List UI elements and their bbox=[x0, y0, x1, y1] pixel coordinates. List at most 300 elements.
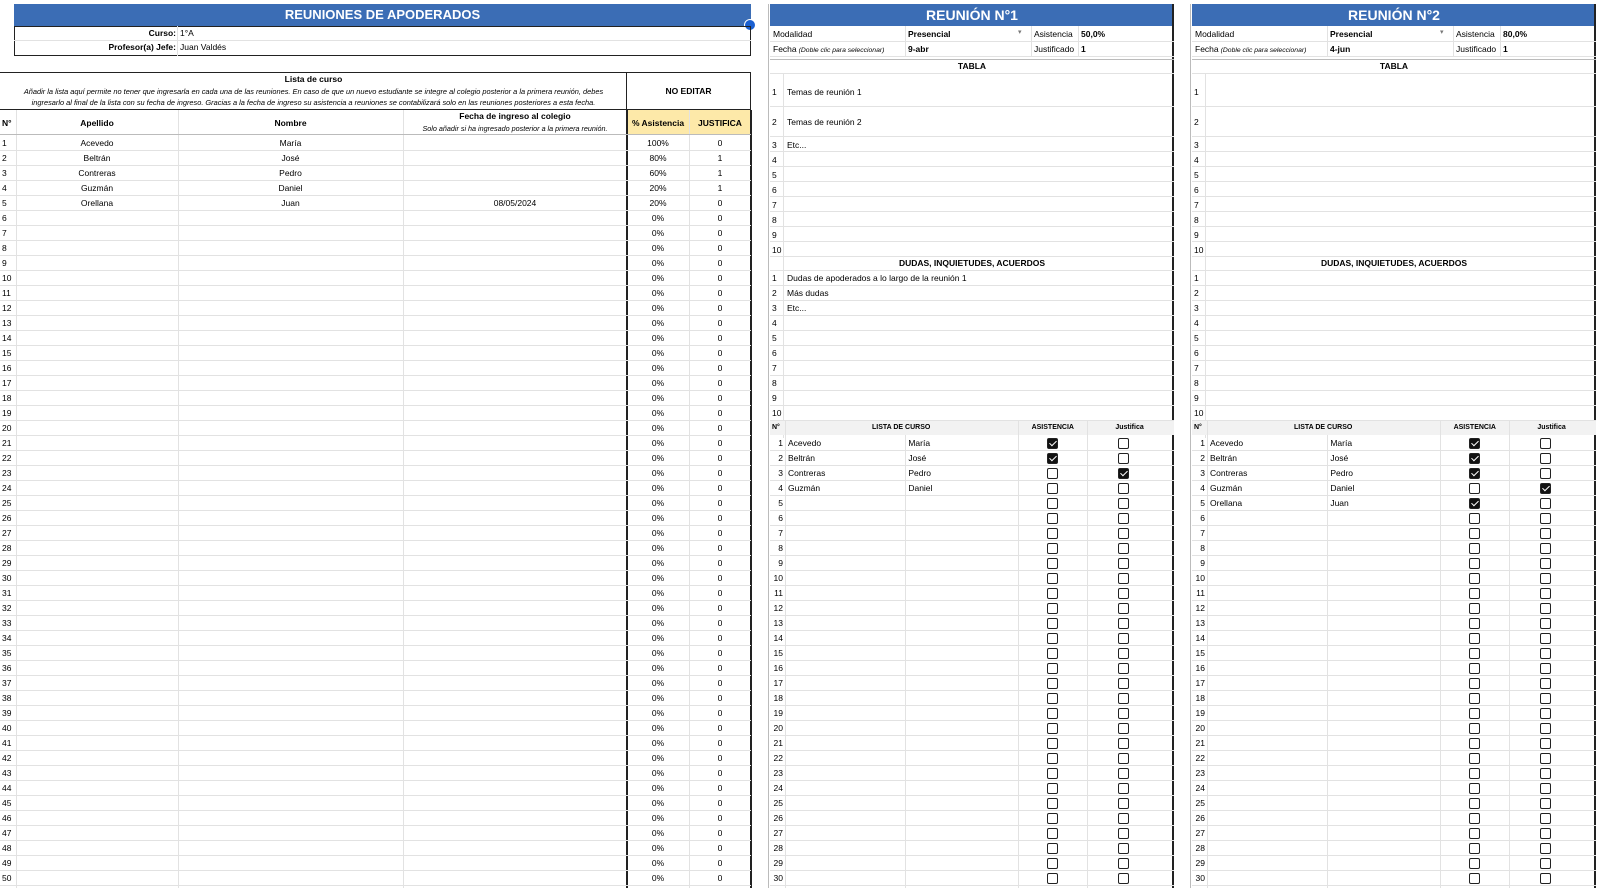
student-justifica: 0 bbox=[717, 273, 723, 283]
lista-row-line bbox=[770, 540, 1174, 541]
justifica-checkbox[interactable] bbox=[1118, 543, 1129, 554]
grid-col-line bbox=[403, 110, 404, 888]
justifica-checkbox[interactable] bbox=[1540, 648, 1551, 659]
justifica-checkbox[interactable] bbox=[1540, 573, 1551, 584]
attendance-number: 11 bbox=[774, 588, 783, 598]
justifica-checkbox[interactable] bbox=[1118, 723, 1129, 734]
dudas-item[interactable]: Etc... bbox=[787, 303, 807, 313]
row-number: 38 bbox=[2, 693, 12, 703]
student-justifica: 0 bbox=[717, 348, 723, 358]
lista-row-line bbox=[1192, 615, 1596, 616]
dudas-item-number: 6 bbox=[1194, 348, 1199, 358]
justifica-checkbox[interactable] bbox=[1540, 843, 1551, 854]
asistencia-checkbox[interactable] bbox=[1469, 858, 1480, 869]
student-nombre[interactable]: María bbox=[279, 138, 302, 148]
asistencia-checkbox[interactable] bbox=[1469, 693, 1480, 704]
tabla-row-line bbox=[770, 241, 1174, 242]
asistencia-checkbox[interactable] bbox=[1469, 783, 1480, 794]
attendance-number: 7 bbox=[1200, 528, 1205, 538]
row-number: 22 bbox=[2, 453, 12, 463]
justifica-checkbox[interactable] bbox=[1540, 828, 1551, 839]
header-asistencia: % Asistencia bbox=[631, 118, 685, 128]
student-apellido[interactable]: Guzmán bbox=[80, 183, 114, 193]
student-asistencia: 0% bbox=[651, 498, 665, 508]
attendance-number: 23 bbox=[1195, 768, 1205, 778]
asistencia-checkbox[interactable] bbox=[1469, 828, 1480, 839]
asistencia-checkbox[interactable] bbox=[1469, 663, 1480, 674]
row-number: 43 bbox=[2, 768, 12, 778]
asistencia-checkbox[interactable] bbox=[1047, 708, 1058, 719]
attendance-nombre: Daniel bbox=[908, 483, 933, 493]
row-number: 4 bbox=[2, 183, 7, 193]
attendance-number: 27 bbox=[773, 828, 783, 838]
profesor-value[interactable]: Juan Valdés bbox=[180, 42, 227, 52]
asistencia-checkbox[interactable] bbox=[1047, 603, 1058, 614]
dudas-item[interactable]: Dudas de apoderados a lo largo de la reunión 1 bbox=[787, 273, 967, 283]
justifica-checkbox[interactable] bbox=[1118, 483, 1129, 494]
tabla-row-line bbox=[770, 106, 1174, 107]
dudas-item-number: 3 bbox=[1194, 303, 1199, 313]
asistencia-checkbox[interactable] bbox=[1047, 588, 1058, 599]
justifica-checkbox[interactable] bbox=[1540, 708, 1551, 719]
student-asistencia: 0% bbox=[651, 738, 665, 748]
header-justifica: JUSTIFICA bbox=[698, 118, 742, 128]
asistencia-checkbox[interactable] bbox=[1469, 483, 1480, 494]
tabla-row-line bbox=[1192, 136, 1596, 137]
asistencia-checkbox[interactable] bbox=[1469, 753, 1480, 764]
justifica-checkbox[interactable] bbox=[1118, 843, 1129, 854]
tabla-row-line bbox=[1192, 226, 1596, 227]
student-justifica: 0 bbox=[717, 258, 723, 268]
dudas-item-number: 1 bbox=[772, 273, 777, 283]
justifica-checkbox[interactable] bbox=[1540, 588, 1551, 599]
tabla-item-number: 7 bbox=[772, 199, 777, 210]
asistencia-checkbox[interactable] bbox=[1469, 453, 1480, 464]
student-justifica: 0 bbox=[717, 213, 723, 223]
attendance-apellido: Guzmán bbox=[788, 483, 821, 493]
student-nombre[interactable]: José bbox=[281, 153, 300, 163]
dudas-item[interactable]: Más dudas bbox=[787, 288, 829, 298]
justifica-checkbox[interactable] bbox=[1540, 768, 1551, 779]
attendance-number: 10 bbox=[773, 573, 783, 583]
asistencia-checkbox[interactable] bbox=[1047, 618, 1058, 629]
attendance-nombre: Daniel bbox=[1330, 483, 1355, 493]
student-apellido[interactable]: Beltrán bbox=[83, 153, 111, 163]
tabla-item-number: 8 bbox=[1194, 214, 1199, 225]
asistencia-checkbox[interactable] bbox=[1469, 573, 1480, 584]
student-justifica: 0 bbox=[717, 138, 723, 148]
row-number: 19 bbox=[2, 408, 12, 418]
asistencia-checkbox[interactable] bbox=[1047, 753, 1058, 764]
asistencia-checkbox[interactable] bbox=[1469, 498, 1480, 509]
justifica-checkbox[interactable] bbox=[1540, 543, 1551, 554]
tabla-item-number: 10 bbox=[1194, 244, 1204, 255]
row-number: 34 bbox=[2, 633, 12, 643]
student-justifica: 0 bbox=[717, 648, 723, 658]
asistencia-checkbox[interactable] bbox=[1047, 858, 1058, 869]
justifica-checkbox[interactable] bbox=[1540, 633, 1551, 644]
lista-col bbox=[785, 421, 786, 888]
asistencia-checkbox[interactable] bbox=[1469, 603, 1480, 614]
student-asistencia: 0% bbox=[651, 753, 665, 763]
asistencia-checkbox[interactable] bbox=[1047, 498, 1058, 509]
lista-row-line bbox=[770, 525, 1174, 526]
fecha-label bbox=[773, 42, 905, 58]
justifica-checkbox[interactable] bbox=[1118, 873, 1129, 884]
justifica-checkbox[interactable] bbox=[1540, 663, 1551, 674]
tabla-item-number: 3 bbox=[772, 139, 777, 150]
modalidad-select[interactable]: Presencial bbox=[908, 29, 951, 39]
justifica-checkbox[interactable] bbox=[1540, 813, 1551, 824]
student-nombre[interactable]: Juan bbox=[281, 198, 300, 208]
student-justifica: 0 bbox=[717, 603, 723, 613]
asistencia-checkbox[interactable] bbox=[1469, 438, 1480, 449]
asistencia-checkbox[interactable] bbox=[1047, 528, 1058, 539]
attendance-number: 20 bbox=[1195, 723, 1205, 733]
justifica-checkbox[interactable] bbox=[1540, 858, 1551, 869]
justifica-checkbox[interactable] bbox=[1118, 693, 1129, 704]
justifica-checkbox[interactable] bbox=[1118, 573, 1129, 584]
attendance-apellido: Contreras bbox=[788, 468, 826, 478]
asistencia-checkbox[interactable] bbox=[1469, 873, 1480, 884]
attendance-number: 18 bbox=[1195, 693, 1205, 703]
attendance-number: 25 bbox=[1195, 798, 1205, 808]
attendance-apellido: Contreras bbox=[1210, 468, 1248, 478]
student-asistencia: 0% bbox=[651, 588, 665, 598]
asistencia-checkbox[interactable] bbox=[1047, 453, 1058, 464]
asistencia-checkbox[interactable] bbox=[1047, 543, 1058, 554]
fecha-label-text: Fecha bbox=[1195, 44, 1219, 54]
dudas-title: DUDAS, INQUIETUDES, ACUERDOS bbox=[1320, 258, 1468, 268]
student-asistencia: 0% bbox=[651, 708, 665, 718]
lista-col bbox=[1087, 421, 1088, 888]
tabla-item-number: 4 bbox=[1194, 154, 1199, 165]
asistencia-checkbox[interactable] bbox=[1469, 618, 1480, 629]
asistencia-checkbox[interactable] bbox=[1047, 663, 1058, 674]
asistencia-checkbox[interactable] bbox=[1047, 438, 1058, 449]
student-apellido[interactable]: Orellana bbox=[80, 198, 114, 208]
asistencia-checkbox[interactable] bbox=[1047, 693, 1058, 704]
student-apellido[interactable]: Acevedo bbox=[80, 138, 114, 148]
justifica-checkbox[interactable] bbox=[1540, 723, 1551, 734]
tabla-row-line bbox=[1192, 166, 1596, 167]
dudas-item-number: 10 bbox=[1194, 408, 1204, 418]
justifica-checkbox[interactable] bbox=[1118, 783, 1129, 794]
asistencia-checkbox[interactable] bbox=[1047, 783, 1058, 794]
lista-row-line bbox=[770, 615, 1174, 616]
attendance-number: 1 bbox=[1200, 438, 1205, 448]
attendance-nombre: Juan bbox=[1330, 498, 1349, 508]
justifica-checkbox[interactable] bbox=[1540, 603, 1551, 614]
student-justifica: 0 bbox=[717, 333, 723, 343]
student-justifica: 0 bbox=[717, 483, 723, 493]
attendance-number: 21 bbox=[1195, 738, 1205, 748]
justifica-checkbox[interactable] bbox=[1540, 618, 1551, 629]
student-justifica: 0 bbox=[717, 813, 723, 823]
attendance-number: 8 bbox=[1200, 543, 1205, 553]
fecha-value[interactable]: 4-jun bbox=[1330, 44, 1351, 54]
justifica-checkbox[interactable] bbox=[1118, 828, 1129, 839]
row-number: 24 bbox=[2, 483, 12, 493]
dudas-item-number: 4 bbox=[772, 318, 777, 328]
justifica-checkbox[interactable] bbox=[1540, 438, 1551, 449]
asistencia-checkbox[interactable] bbox=[1047, 723, 1058, 734]
student-justifica: 0 bbox=[717, 828, 723, 838]
header-apellido: Apellido bbox=[80, 118, 114, 128]
lista-row-line bbox=[770, 780, 1174, 781]
student-asistencia: 0% bbox=[651, 723, 665, 733]
justifica-checkbox[interactable] bbox=[1118, 633, 1129, 644]
lista-row-line bbox=[770, 885, 1174, 886]
justifica-checkbox[interactable] bbox=[1118, 648, 1129, 659]
attendance-number: 8 bbox=[778, 543, 783, 553]
asistencia-checkbox[interactable] bbox=[1047, 483, 1058, 494]
asistencia-checkbox[interactable] bbox=[1469, 798, 1480, 809]
attendance-number: 9 bbox=[1200, 558, 1205, 568]
attendance-number: 16 bbox=[773, 663, 783, 673]
student-nombre[interactable]: Daniel bbox=[278, 183, 303, 193]
tabla-item-number: 7 bbox=[1194, 199, 1199, 210]
justifica-checkbox[interactable] bbox=[1118, 558, 1129, 569]
section-line bbox=[770, 73, 1174, 74]
lista-row-line bbox=[1192, 720, 1596, 721]
dudas-item-number: 9 bbox=[772, 393, 777, 403]
justifica-checkbox[interactable] bbox=[1118, 498, 1129, 509]
asistencia-checkbox[interactable] bbox=[1469, 678, 1480, 689]
attendance-number: 6 bbox=[778, 513, 783, 523]
tabla-item-number: 5 bbox=[772, 169, 777, 180]
main-title-band: REUNIONES DE APODERADOS bbox=[14, 4, 751, 26]
student-asistencia: 0% bbox=[651, 843, 665, 853]
student-asistencia: 0% bbox=[651, 543, 665, 553]
justifica-checkbox[interactable] bbox=[1118, 798, 1129, 809]
justifica-checkbox[interactable] bbox=[1118, 678, 1129, 689]
grid-col-line bbox=[16, 110, 17, 888]
asistencia-checkbox[interactable] bbox=[1469, 468, 1480, 479]
asistencia-checkbox[interactable] bbox=[1469, 723, 1480, 734]
student-justifica: 0 bbox=[717, 873, 723, 883]
asistencia-checkbox[interactable] bbox=[1469, 633, 1480, 644]
row-number: 11 bbox=[2, 288, 11, 298]
row-number: 18 bbox=[2, 393, 12, 403]
asistencia-checkbox[interactable] bbox=[1469, 588, 1480, 599]
tabla-item-number: 1 bbox=[1194, 86, 1199, 97]
justifica-checkbox[interactable] bbox=[1118, 618, 1129, 629]
tabla-item-number: 2 bbox=[1194, 117, 1199, 127]
row-number: 12 bbox=[2, 303, 12, 313]
justifica-checkbox[interactable] bbox=[1540, 498, 1551, 509]
asistencia-checkbox[interactable] bbox=[1047, 738, 1058, 749]
asistencia-checkbox[interactable] bbox=[1469, 528, 1480, 539]
asistencia-checkbox[interactable] bbox=[1469, 513, 1480, 524]
asistencia-checkbox[interactable] bbox=[1047, 768, 1058, 779]
dudas-row-line bbox=[770, 375, 1174, 376]
attendance-number: 11 bbox=[1196, 588, 1205, 598]
dudas-row-line bbox=[1192, 330, 1596, 331]
justifica-checkbox[interactable] bbox=[1118, 768, 1129, 779]
attendance-number: 29 bbox=[773, 858, 783, 868]
attendance-number: 27 bbox=[1195, 828, 1205, 838]
asistencia-checkbox[interactable] bbox=[1047, 828, 1058, 839]
dudas-item-number: 2 bbox=[1194, 288, 1199, 298]
justifica-checkbox[interactable] bbox=[1540, 873, 1551, 884]
student-asistencia: 0% bbox=[651, 873, 665, 883]
justifica-checkbox[interactable] bbox=[1540, 528, 1551, 539]
student-asistencia: 0% bbox=[651, 318, 665, 328]
justifica-checkbox[interactable] bbox=[1540, 483, 1551, 494]
attendance-number: 12 bbox=[773, 603, 783, 613]
lista-row-line bbox=[1192, 690, 1596, 691]
justifica-checkbox[interactable] bbox=[1118, 453, 1129, 464]
attendance-number: 14 bbox=[1195, 633, 1205, 643]
attendance-number: 6 bbox=[1200, 513, 1205, 523]
attendance-number: 19 bbox=[1195, 708, 1205, 718]
justifica-checkbox[interactable] bbox=[1118, 753, 1129, 764]
row-number: 15 bbox=[2, 348, 12, 358]
dudas-row-line bbox=[770, 405, 1174, 406]
lista-row-line bbox=[770, 495, 1174, 496]
justificado-value: 1 bbox=[1081, 44, 1086, 54]
attendance-apellido: Beltrán bbox=[788, 453, 815, 463]
justifica-checkbox[interactable] bbox=[1540, 783, 1551, 794]
asistencia-checkbox[interactable] bbox=[1047, 573, 1058, 584]
header-fecha: Fecha de ingreso al colegio bbox=[459, 111, 571, 121]
justifica-checkbox[interactable] bbox=[1118, 858, 1129, 869]
lista-row-line bbox=[1192, 735, 1596, 736]
student-apellido[interactable]: Contreras bbox=[78, 168, 116, 178]
dudas-item-number: 5 bbox=[772, 333, 777, 343]
attendance-number: 2 bbox=[1200, 453, 1205, 463]
asistencia-checkbox[interactable] bbox=[1047, 873, 1058, 884]
row-number: 45 bbox=[2, 798, 12, 808]
lista-row-line bbox=[1192, 810, 1596, 811]
asistencia-checkbox[interactable] bbox=[1047, 513, 1058, 524]
attendance-number: 15 bbox=[1195, 648, 1205, 658]
justifica-checkbox[interactable] bbox=[1540, 798, 1551, 809]
justifica-checkbox[interactable] bbox=[1118, 738, 1129, 749]
asistencia-checkbox[interactable] bbox=[1469, 543, 1480, 554]
student-asistencia: 0% bbox=[651, 468, 665, 478]
student-nombre[interactable]: Pedro bbox=[279, 168, 302, 178]
student-justifica: 0 bbox=[717, 573, 723, 583]
justifica-checkbox[interactable] bbox=[1540, 468, 1551, 479]
justifica-checkbox[interactable] bbox=[1118, 468, 1129, 479]
asistencia-checkbox[interactable] bbox=[1469, 843, 1480, 854]
modalidad-select[interactable]: Presencial bbox=[1330, 29, 1373, 39]
justifica-checkbox[interactable] bbox=[1118, 708, 1129, 719]
asistencia-checkbox[interactable] bbox=[1469, 768, 1480, 779]
attendance-number: 1 bbox=[778, 438, 783, 448]
asistencia-checkbox[interactable] bbox=[1469, 648, 1480, 659]
dudas-item-number: 2 bbox=[772, 288, 777, 298]
asistencia-checkbox[interactable] bbox=[1469, 738, 1480, 749]
student-asistencia: 100% bbox=[647, 138, 669, 148]
justifica-checkbox[interactable] bbox=[1540, 453, 1551, 464]
student-fecha-ingreso[interactable]: 08/05/2024 bbox=[493, 198, 537, 208]
justifica-checkbox[interactable] bbox=[1540, 678, 1551, 689]
student-justifica: 0 bbox=[717, 633, 723, 643]
student-asistencia: 0% bbox=[651, 213, 665, 223]
asistencia-checkbox[interactable] bbox=[1047, 648, 1058, 659]
row-number: 9 bbox=[2, 258, 7, 268]
lista-row-line bbox=[1192, 585, 1596, 586]
justifica-checkbox[interactable] bbox=[1118, 513, 1129, 524]
chevron-down-icon[interactable]: ▾ bbox=[1018, 29, 1022, 36]
tabla-title: TABLA bbox=[957, 61, 987, 71]
asistencia-checkbox[interactable] bbox=[1047, 468, 1058, 479]
asistencia-checkbox[interactable] bbox=[1047, 678, 1058, 689]
student-asistencia: 0% bbox=[651, 828, 665, 838]
lista-row-line bbox=[770, 660, 1174, 661]
asistencia-checkbox[interactable] bbox=[1469, 708, 1480, 719]
justifica-checkbox[interactable] bbox=[1118, 603, 1129, 614]
asistencia-checkbox[interactable] bbox=[1047, 813, 1058, 824]
attendance-number: 25 bbox=[773, 798, 783, 808]
asistencia-checkbox[interactable] bbox=[1047, 843, 1058, 854]
tabla-item[interactable]: Temas de reunión 2 bbox=[787, 117, 862, 127]
fecha-value[interactable]: 9-abr bbox=[908, 44, 929, 54]
justifica-checkbox[interactable] bbox=[1540, 738, 1551, 749]
section-line bbox=[1192, 270, 1596, 271]
justifica-checkbox[interactable] bbox=[1118, 813, 1129, 824]
asistencia-checkbox[interactable] bbox=[1469, 558, 1480, 569]
attendance-number: 3 bbox=[1200, 468, 1205, 478]
justifica-checkbox[interactable] bbox=[1118, 588, 1129, 599]
justificado-label: Justificado bbox=[1456, 44, 1497, 54]
lista-n-header: N° bbox=[1194, 424, 1202, 431]
student-asistencia: 0% bbox=[651, 798, 665, 808]
justifica-checkbox[interactable] bbox=[1540, 558, 1551, 569]
tabla-item[interactable]: Temas de reunión 1 bbox=[787, 86, 862, 97]
chevron-down-icon[interactable]: ▾ bbox=[1440, 29, 1444, 36]
row-number: 32 bbox=[2, 603, 12, 613]
row-number: 25 bbox=[2, 498, 12, 508]
justifica-checkbox[interactable] bbox=[1540, 753, 1551, 764]
asistencia-checkbox[interactable] bbox=[1047, 633, 1058, 644]
attendance-number: 3 bbox=[778, 468, 783, 478]
student-asistencia: 0% bbox=[651, 618, 665, 628]
asistencia-checkbox[interactable] bbox=[1469, 813, 1480, 824]
tabla-row-line bbox=[770, 166, 1174, 167]
justifica-checkbox[interactable] bbox=[1118, 528, 1129, 539]
justifica-checkbox[interactable] bbox=[1540, 513, 1551, 524]
justifica-checkbox[interactable] bbox=[1118, 663, 1129, 674]
student-justifica: 0 bbox=[717, 363, 723, 373]
dudas-row-line bbox=[770, 360, 1174, 361]
student-justifica: 0 bbox=[717, 738, 723, 748]
student-asistencia: 0% bbox=[651, 378, 665, 388]
attendance-number: 13 bbox=[1195, 618, 1205, 628]
curso-value[interactable]: 1°A bbox=[180, 28, 194, 38]
lista-row-line bbox=[1192, 675, 1596, 676]
asistencia-checkbox[interactable] bbox=[1047, 558, 1058, 569]
justifica-checkbox[interactable] bbox=[1118, 438, 1129, 449]
row-number: 50 bbox=[2, 873, 12, 883]
student-justifica: 0 bbox=[717, 498, 723, 508]
student-justifica: 0 bbox=[717, 228, 723, 238]
student-asistencia: 20% bbox=[649, 183, 667, 193]
tabla-item[interactable]: Etc... bbox=[787, 139, 807, 150]
lista-row-line bbox=[1192, 645, 1596, 646]
asistencia-checkbox[interactable] bbox=[1047, 798, 1058, 809]
no-editar-label: NO EDITAR bbox=[665, 86, 712, 96]
row-number: 33 bbox=[2, 618, 12, 628]
attendance-number: 22 bbox=[1195, 753, 1205, 763]
justifica-checkbox[interactable] bbox=[1540, 693, 1551, 704]
attendance-number: 4 bbox=[1200, 483, 1205, 493]
lista-row-line bbox=[770, 570, 1174, 571]
student-asistencia: 0% bbox=[651, 648, 665, 658]
